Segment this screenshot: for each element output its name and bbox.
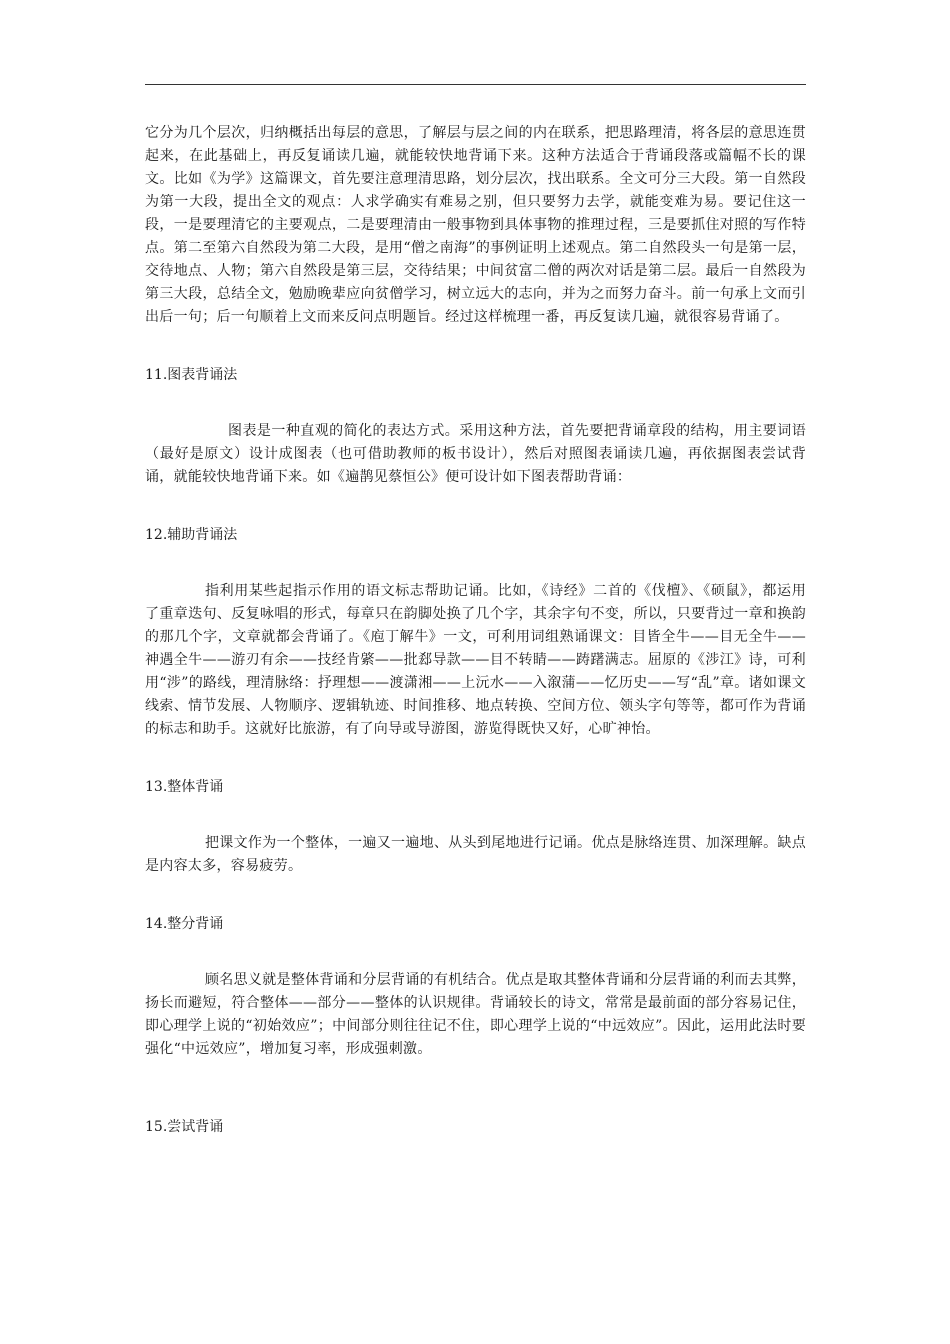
section-13-heading: 13.整体背诵 <box>145 779 224 795</box>
section-11-paragraph: 图表是一种直观的简化的表达方式。采用这种方法，首先要把背诵章段的结构，用主要词语（最好是原文）设计成图表（也可借助教师的板书设计），然后对照图表诵读几遍，再依据图表尝试背诵，就能较快地背诵下来。如《遍鹊见蔡恒公》便可设计如下图表帮助背诵： <box>145 423 806 485</box>
section-15-heading: 15.尝试背诵 <box>145 1119 224 1135</box>
section-14-heading: 14.整分背诵 <box>145 916 224 932</box>
intro-paragraph: 它分为几个层次，归纳概括出每层的意思，了解层与层之间的内在联系，把思路理清，将各层的意思连贯起来，在此基础上，再反复诵读几遍，就能较快地背诵下来。这种方法适合于背诵段落或篇幅不长的课文。比如《为学》这篇课文，首先要注意理清思路，划分层次，找出联系。全文可分三大段。第一自然段为第一大段，提出全文的观点：人求学确实有难易之别，但只要努力去学，就能变难为易。要记住这一段，一是要理清它的主要观点，二是要理清由一般事物到具体事物的推理过程，三是要抓住对照的写作特点。第二至第六自然段为第二大段，是用“僧之南海”的事例证明上述观点。第二自然段头一句是第一层，交待地点、人物；第六自然段是第三层，交待结果；中间贫富二僧的两次对话是第二层。最后一自然段为第三大段，总结全文，勉励晚辈应向贫僧学习，树立远大的志向，并为之而努力奋斗。前一句承上文而引出后一句；后一句顺着上文而来反问点明题旨。经过这样梳理一番，再反复读几遍，就很容易背诵了。 <box>145 125 806 325</box>
section-13-paragraph: 把课文作为一个整体，一遍又一遍地、从头到尾地进行记诵。优点是脉络连贯、加深理解。缺点是内容太多，容易疲劳。 <box>145 835 806 874</box>
section-14-paragraph: 顾名思义就是整体背诵和分层背诵的有机结合。优点是取其整体背诵和分层背诵的利而去其弊，扬长而避短，符合整体——部分——整体的认识规律。背诵较长的诗文，常常是最前面的部分容易记住，即心理学上说的“初始效应”；中间部分则往往记不住，即心理学上说的“中远效应”。因此，运用此法时要强化“中远效应”，增加复习率，形成强刺激。 <box>145 972 806 1057</box>
document-body <box>145 122 806 1139</box>
section-12-paragraph: 指利用某些起指示作用的语文标志帮助记诵。比如，《诗经》二首的《伐檀》、《硕鼠》，都运用了重章迭句、反复咏唱的形式，每章只在韵脚处换了几个字，其余字句不变，所以，只要背过一章和换韵的那几个字，文章就都会背诵了。《庖丁解牛》一文，可利用词组熟诵课文：目皆全牛——目无全牛——神遇全牛——游刃有余——技经肯綮——批郄导款——目不转睛——踌躇满志。屈原的《涉江》诗，可利用“涉”的路线，理清脉络：抒理想——渡潇湘——上沅水——入溆蒲——忆历史——写“乱”章。诸如课文线索、情节发展、人物顺序、逻辑轨迹、时间推移、地点转换、空间方位、领头字句等等，都可作为背诵的标志和助手。这就好比旅游，有了向导或导游图，游览得既快又好，心旷神怡。 <box>145 583 806 737</box>
section-11-heading: 11.图表背诵法 <box>145 367 238 383</box>
header-rule <box>145 84 806 85</box>
section-12-heading: 12.辅助背诵法 <box>145 527 238 543</box>
